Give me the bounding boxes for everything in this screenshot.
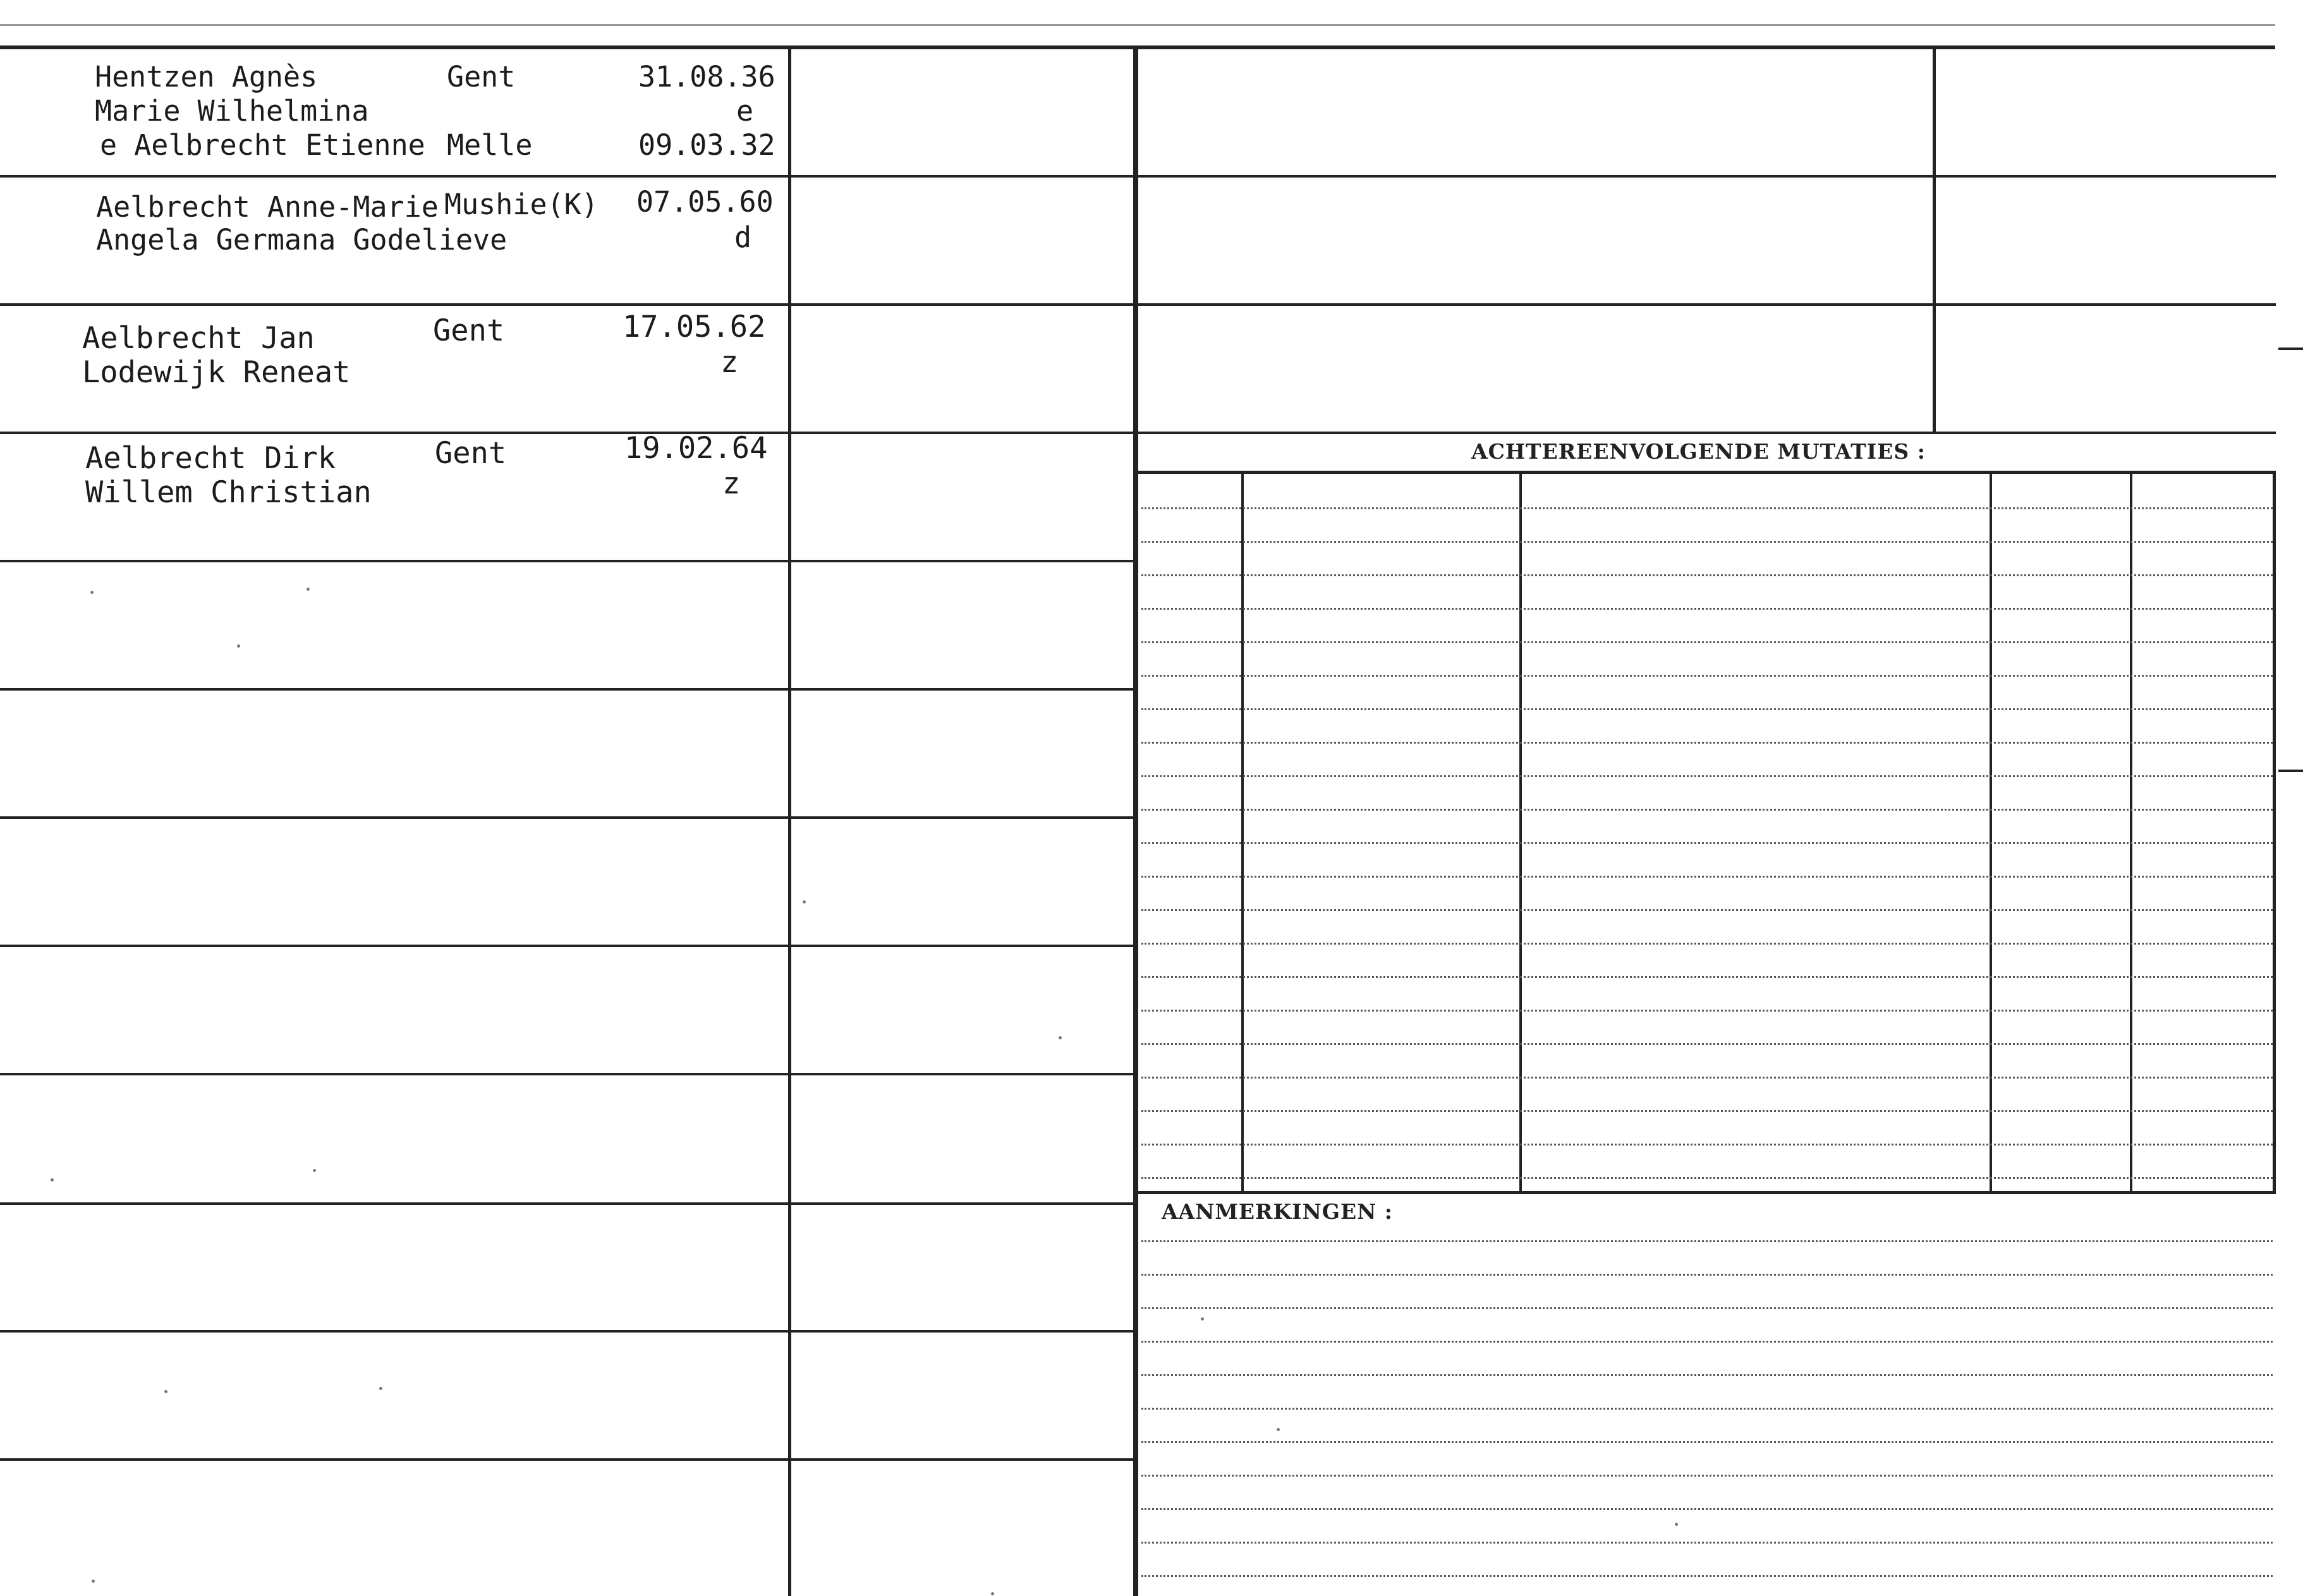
person-1-spouse-birthdate: 09.03.32 <box>638 128 775 162</box>
remarks-heading: AANMERKINGEN : <box>1162 1199 1393 1224</box>
person-1-name-line-1: Hentzen Agnès <box>95 60 318 94</box>
row-divider-7 <box>0 945 1133 947</box>
column-divider-date <box>788 47 791 1596</box>
person-4-relation-code: z <box>722 466 741 501</box>
top-scan-edge <box>0 24 2275 26</box>
right-upper-column-divider <box>1933 47 1936 433</box>
person-2-birthdate: 07.05.60 <box>636 185 774 219</box>
mutations-heading: ACHTEREENVOLGENDE MUTATIES : <box>1471 439 1926 464</box>
page-divider <box>1133 47 1138 1596</box>
person-1-name-line-2: Marie Wilhelmina <box>95 94 369 128</box>
row-divider-6 <box>0 816 1133 819</box>
person-3-name-line-2: Lodewijk Reneat <box>82 355 351 390</box>
person-2-name-line-2: Angela Germana Godelieve <box>96 223 507 257</box>
right-row-divider-1 <box>1138 175 2276 178</box>
person-4-birthdate: 19.02.64 <box>624 431 768 466</box>
mutations-table-bottom <box>1138 1191 2276 1194</box>
person-2-name-line-1: Aelbrecht Anne-Marie <box>96 190 439 224</box>
mutations-col-2 <box>1519 474 1522 1191</box>
row-divider-2 <box>0 303 1133 306</box>
person-2-relation-code: d <box>734 221 752 254</box>
person-3-birthplace: Gent <box>433 313 505 348</box>
mutations-col-1 <box>1241 474 1244 1191</box>
person-2-birthplace: Mushie(K) <box>444 188 599 221</box>
row-divider-11 <box>0 1458 1133 1461</box>
person-4-name-line-1: Aelbrecht Dirk <box>85 441 336 476</box>
person-4-name-line-2: Willem Christian <box>85 475 372 510</box>
row-divider-1 <box>0 175 1133 178</box>
person-1-name-line-3: e Aelbrecht Etienne <box>100 128 425 162</box>
person-1-spouse-birthplace: Melle <box>447 128 533 162</box>
row-divider-3 <box>0 432 1133 434</box>
row-divider-9 <box>0 1202 1133 1205</box>
person-3-relation-code: z <box>720 345 739 380</box>
right-row-divider-2 <box>1138 303 2276 306</box>
row-divider-8 <box>0 1073 1133 1075</box>
mutations-col-3 <box>1990 474 1992 1191</box>
mutations-table-right <box>2273 471 2276 1194</box>
person-1-relation-code: e <box>736 94 754 128</box>
right-row-divider-3 <box>1138 432 2276 434</box>
row-divider-10 <box>0 1330 1133 1333</box>
person-4-birthplace: Gent <box>435 436 507 471</box>
person-3-birthdate: 17.05.62 <box>623 310 766 344</box>
mutations-table-top <box>1138 471 2276 474</box>
person-3-name-line-1: Aelbrecht Jan <box>82 321 315 356</box>
margin-tick-2 <box>2278 770 2303 772</box>
margin-tick-1 <box>2278 348 2303 350</box>
person-1-birthplace: Gent <box>447 60 516 94</box>
row-divider-5 <box>0 688 1133 691</box>
mutations-col-4 <box>2130 474 2132 1191</box>
person-1-birthdate: 31.08.36 <box>638 60 775 94</box>
row-divider-4 <box>0 560 1133 562</box>
